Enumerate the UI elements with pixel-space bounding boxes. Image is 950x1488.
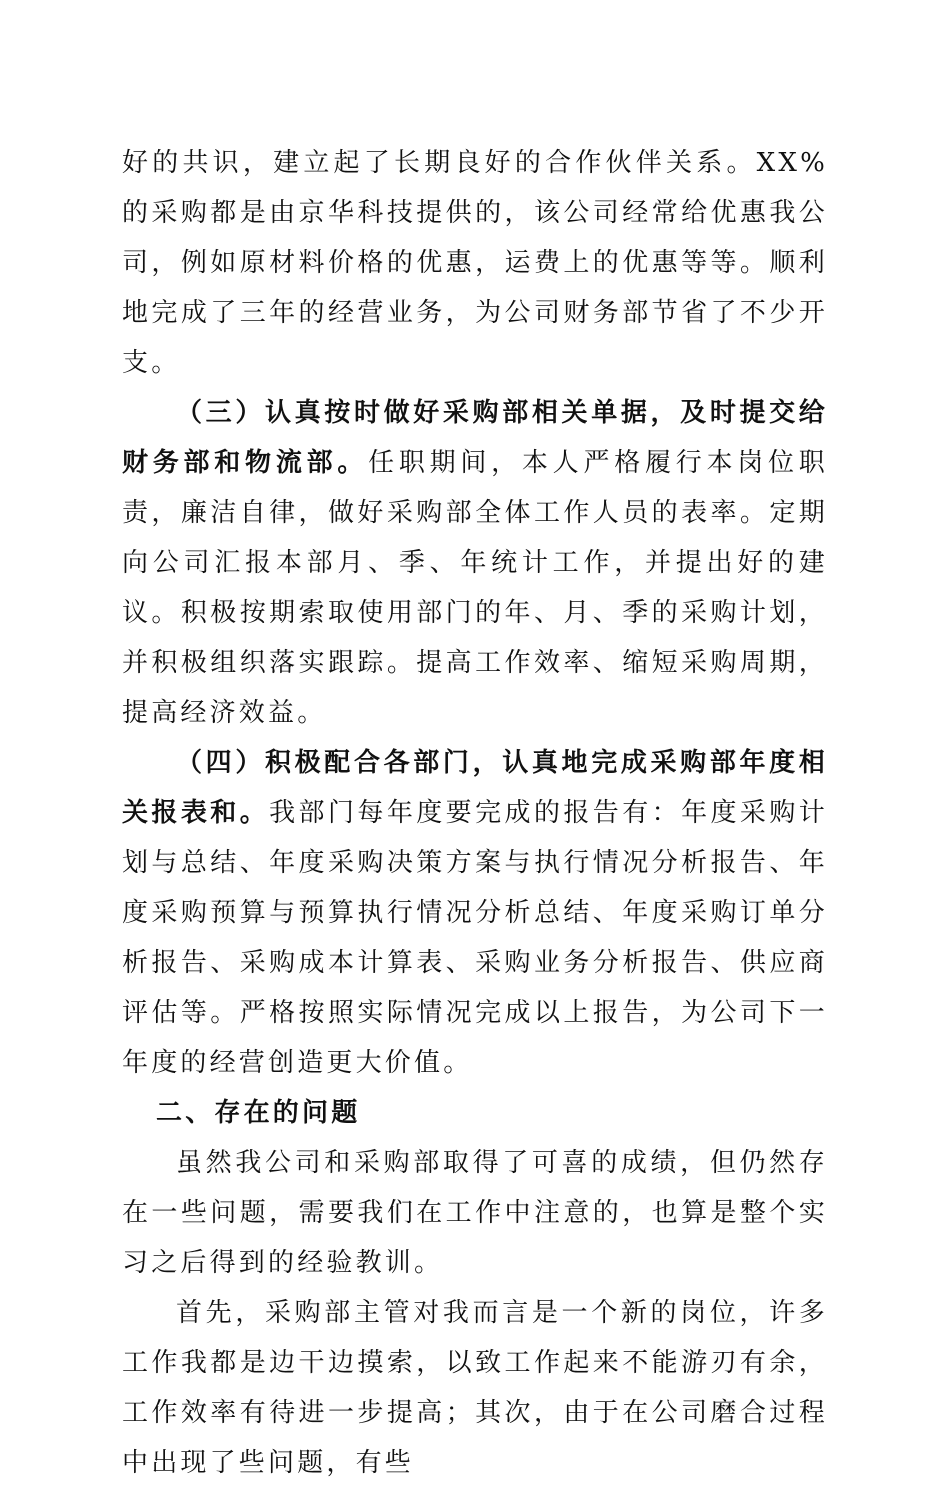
item-3-title: （三）认真按时做好采购部相关单据，及时提交给财务部和物流部。 xyxy=(122,398,828,478)
section-heading-problems: 二、存在的问题 xyxy=(156,1098,361,1128)
paragraph-problems-intro: 虽然我公司和采购部取得了可喜的成绩，但仍然存在一些问题，需要我们在工作中注意的，也算是整个实习之后得到的经验教训。 xyxy=(122,1148,828,1278)
document-body xyxy=(122,138,828,1488)
paragraph-item-3 xyxy=(122,388,828,738)
item-4-title: （四）积极配合各部门，认真地完成采购部年度相关报表和。 xyxy=(122,748,828,828)
item-4-body: 我部门每年度要完成的报告有：年度采购计划与总结、年度采购决策方案与执行情况分析报告、年度采购预算与预算执行情况分析总结、年度采购订单分析报告、采购成本计算表、采购业务分析报告、供应商评估等。严格按照实际情况完成以上报告，为公司下一年度的经营创造更大价值。 xyxy=(122,798,828,1078)
paragraph-item-4 xyxy=(122,738,828,1088)
paragraph-partnership: 好的共识，建立起了长期良好的合作伙伴关系。XX%的采购都是由京华科技提供的，该公司经常给优惠我公司，例如原材料价格的优惠，运费上的优惠等等。顺利地完成了三年的经营业务，为公司财务部节省了不少开支。 xyxy=(122,148,828,378)
paragraph-problems-detail: 首先，采购部主管对我而言是一个新的岗位，许多工作我都是边干边摸索，以致工作起来不能游刃有余，工作效率有待进一步提高；其次，由于在公司磨合过程中出现了些问题，有些 xyxy=(122,1298,828,1478)
item-3-body: 任职期间，本人严格履行本岗位职责，廉洁自律，做好采购部全体工作人员的表率。定期向公司汇报本部月、季、年统计工作，并提出好的建议。积极按期索取使用部门的年、月、季的采购计划，并积极组织落实跟踪。提高工作效率、缩短采购周期，提高经济效益。 xyxy=(122,448,828,728)
